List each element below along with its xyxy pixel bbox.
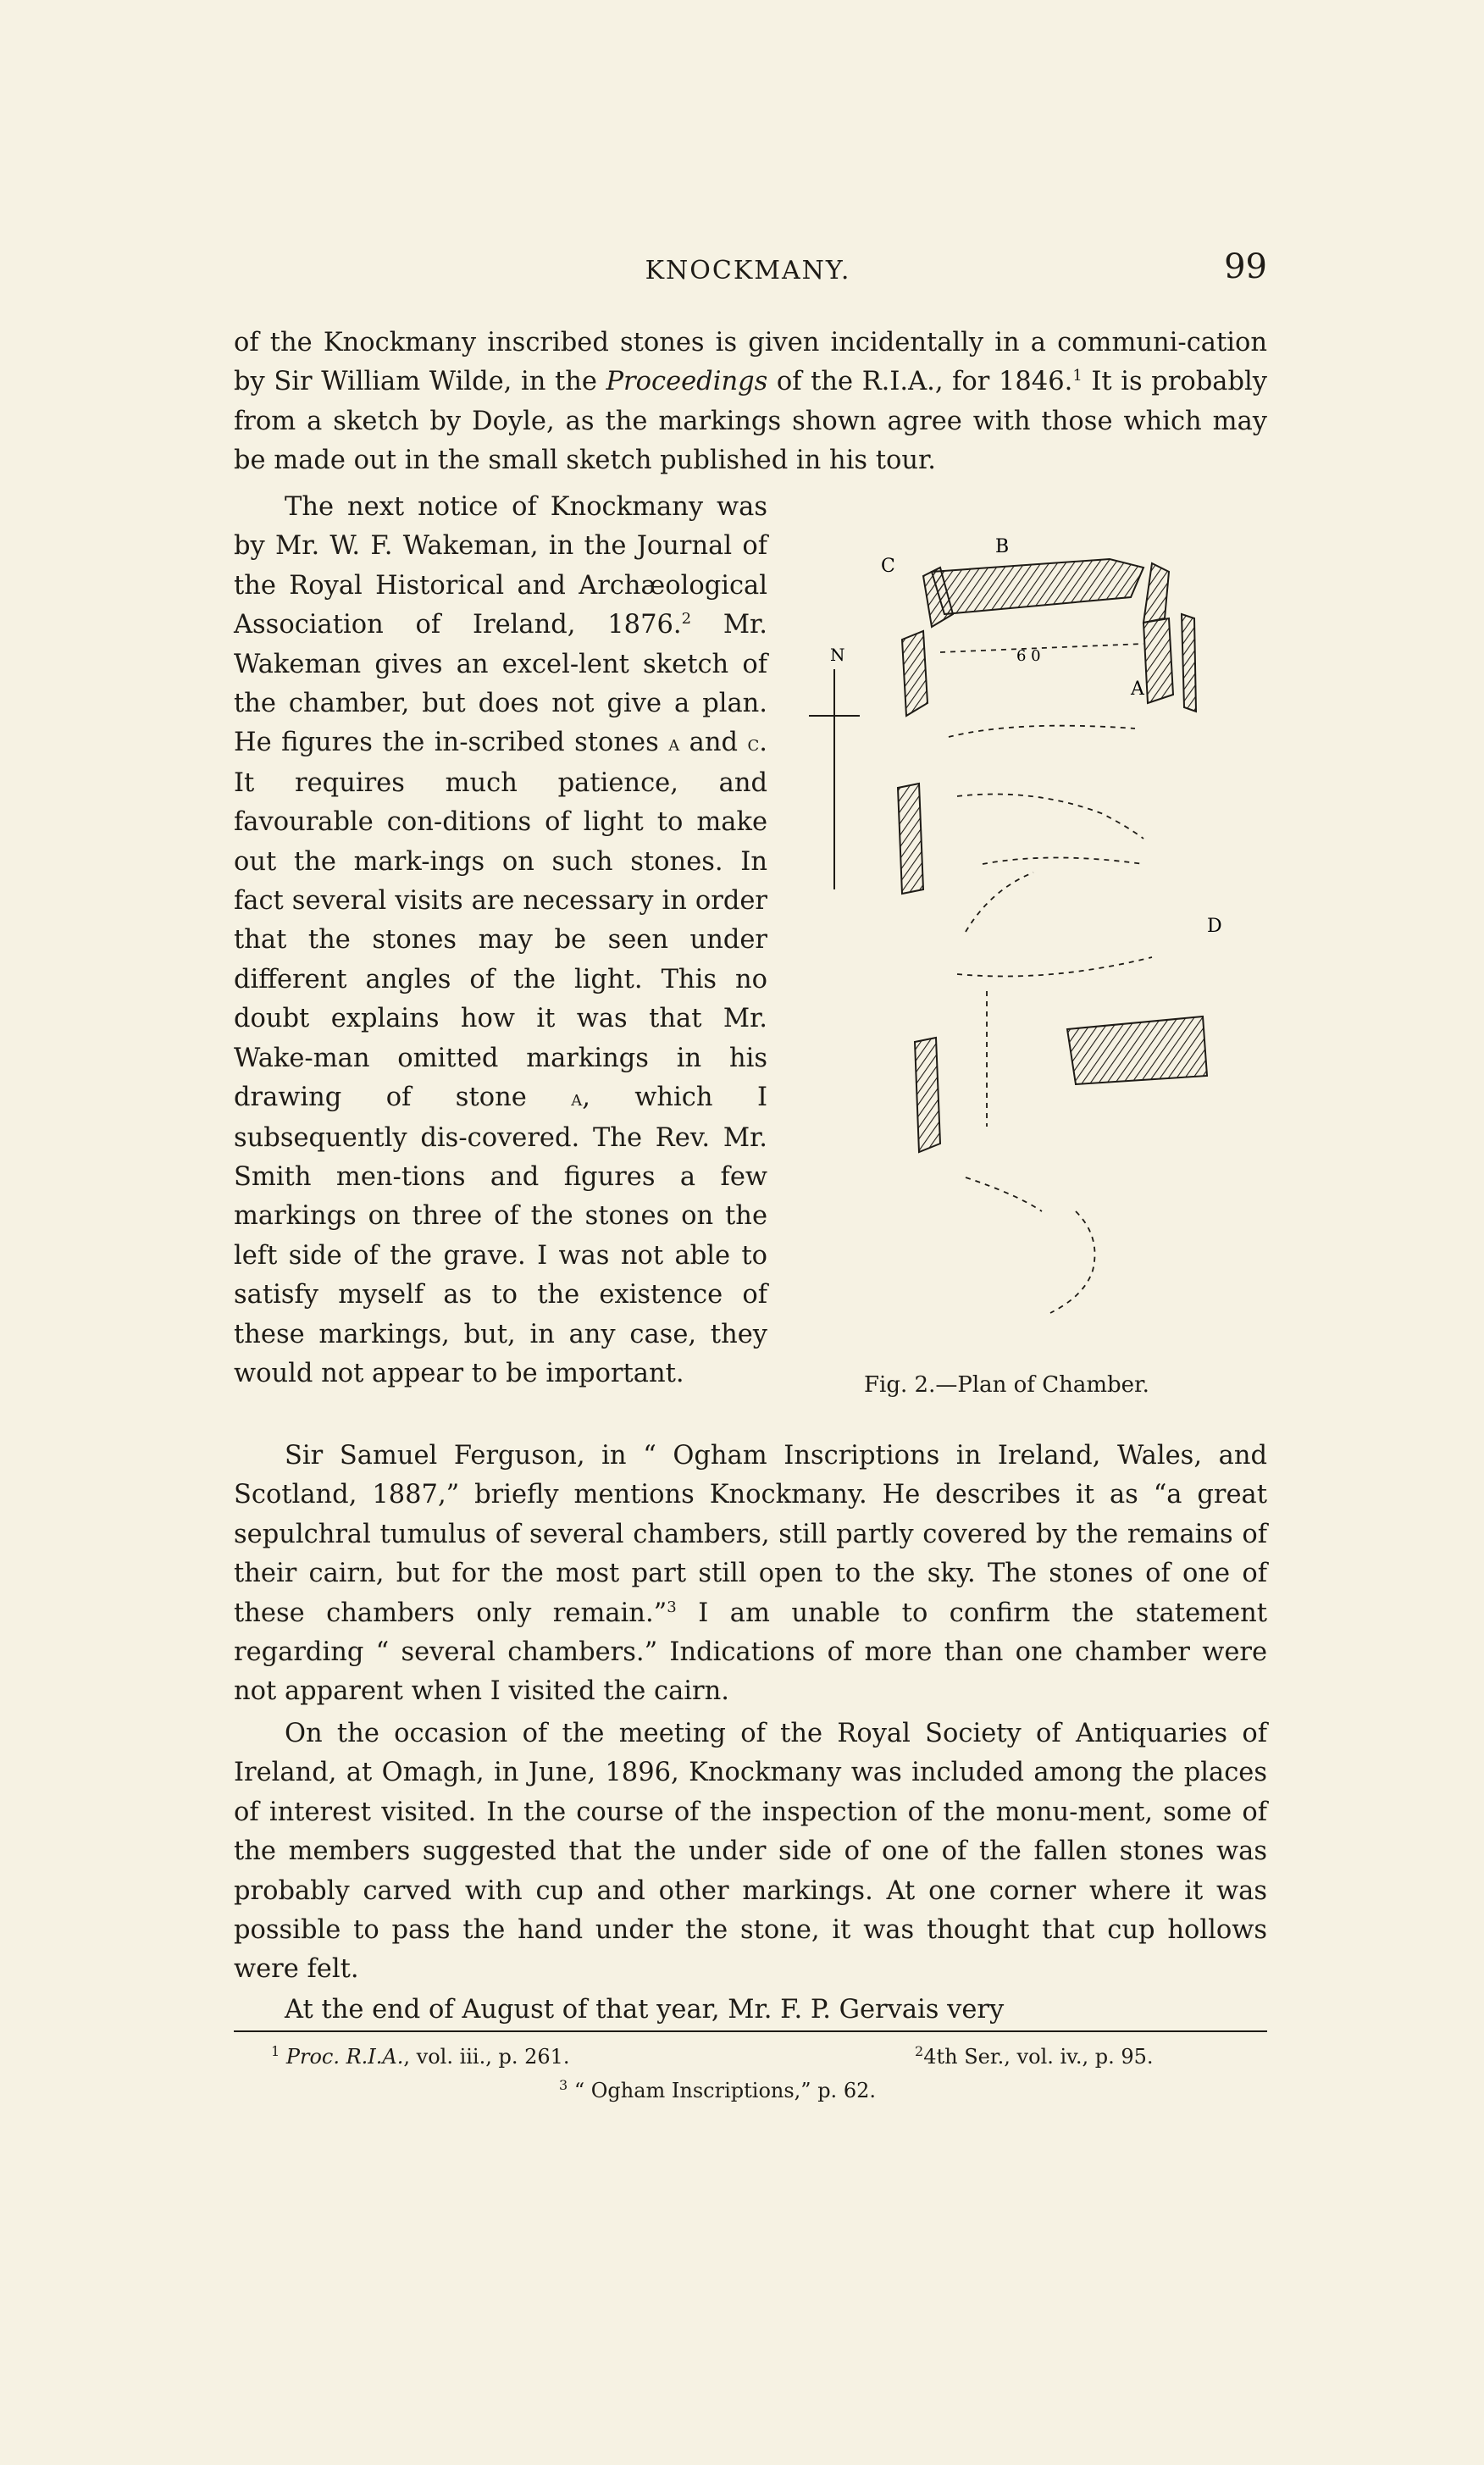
paragraph-3: Sir Samuel Ferguson, in “ Ogham Inscriptions in Ireland, Wales, and Scotland, 1887,” briefly mentions Knockmany. He describes it as “a great sepulchral tumulus of several chambers, still partly covered by the remains of their cairn, but for the most part still open to the sky. The stones of one of these chambers only remain.”$^3$ I am unable to confirm the statement regarding “ several chambers.” Indications of more than one chamber were not apparent when I visited the cairn. (234, 1441, 1267, 1707)
page-number: 99 (1224, 247, 1267, 286)
stone-corner-right (1143, 563, 1169, 623)
footnote-rule (234, 2030, 1267, 2032)
measure-label: 6 0 (1016, 647, 1041, 665)
label-a: A (1131, 679, 1144, 700)
footnote-3: $^3$ “ Ogham Inscriptions,” p. 62. (559, 2077, 876, 2102)
stone-left-3 (915, 1038, 940, 1152)
stone-a (1143, 618, 1173, 703)
running-head: KNOCKMANY. (645, 256, 851, 285)
north-arrow (809, 669, 860, 889)
footnote-ref-2: 2 (681, 610, 692, 629)
paragraph-4: On the occasion of the meeting of the Royal Society of Antiquaries of Ireland, at Omagh, in June, 1896, Knockmany was included among the places of interest visited. In the course of the inspection of the monu-ment, some of the members suggested that the under side of one of the fallen stones was probably carved with cup and other markings. At one corner where it was possible to pass the hand under the stone, it was thought that cup hollows were felt. (234, 1719, 1267, 1985)
footnote-ref-3: 3 (667, 1598, 677, 1616)
figure-caption: Fig. 2.—Plan of Chamber. (864, 1372, 1149, 1398)
stone-right-outer (1182, 614, 1196, 712)
footnote-1: $^1$ Proc. R.I.A., vol. iii., p. 261. (271, 2043, 570, 2069)
chamber-plan-figure (796, 534, 1254, 1406)
label-d: D (1207, 916, 1222, 937)
paragraph-5: At the end of August of that year, Mr. F. P. Gervais very (285, 1995, 1005, 2025)
chamber-outline (940, 644, 1152, 1313)
stone-left-1 (902, 631, 928, 716)
page-header (229, 247, 1267, 298)
stone-left-2 (898, 784, 923, 894)
footnote-ref-1: 1 (1072, 367, 1083, 385)
footnote-2: $^2$4th Ser., vol. iv., p. 95. (915, 2043, 1154, 2069)
paragraph-2: The next notice of Knockmany was by Mr. W. F. Wakeman, in the Journal of the Royal Historical and Archæological Association of Ireland, 1876.$^2$ Mr. Wakeman gives an excel-lent sketch of the chamber, but does not give a plan. He figures the in-scribed stones a and c. It requires much patience, and favourable con-ditions of light to make out the mark-ings on such stones. In fact several visits are necessary in order that the stones may be seen under different angles of the light. This no doubt explains how it was that Mr. Wake-man omitted markings in his drawing of stone a, which I subsequently dis-covered. The Rev. Mr. Smith men-tions and figures a few markings on three of the stones on the left side of the grave. I was not able to satisfy myself as to the existence of these markings, but, in any case, they would not appear to be important. (234, 492, 767, 1388)
chamber-plan-drawing (796, 534, 1254, 1372)
label-c: C (881, 556, 895, 577)
stone-b (932, 559, 1143, 614)
label-b: B (995, 536, 1010, 557)
north-label: N (830, 645, 845, 665)
stone-right-lower (1067, 1016, 1207, 1084)
paragraph-1: of the Knockmany inscribed stones is given incidentally in a communi-cation by Sir William Wilde, in the Proceedings of the R.I.A., for 1846.$^1$ It is probably from a sketch by Doyle, as the markings shown agree with those which may be made out in the small sketch published in his tour. (234, 328, 1267, 476)
